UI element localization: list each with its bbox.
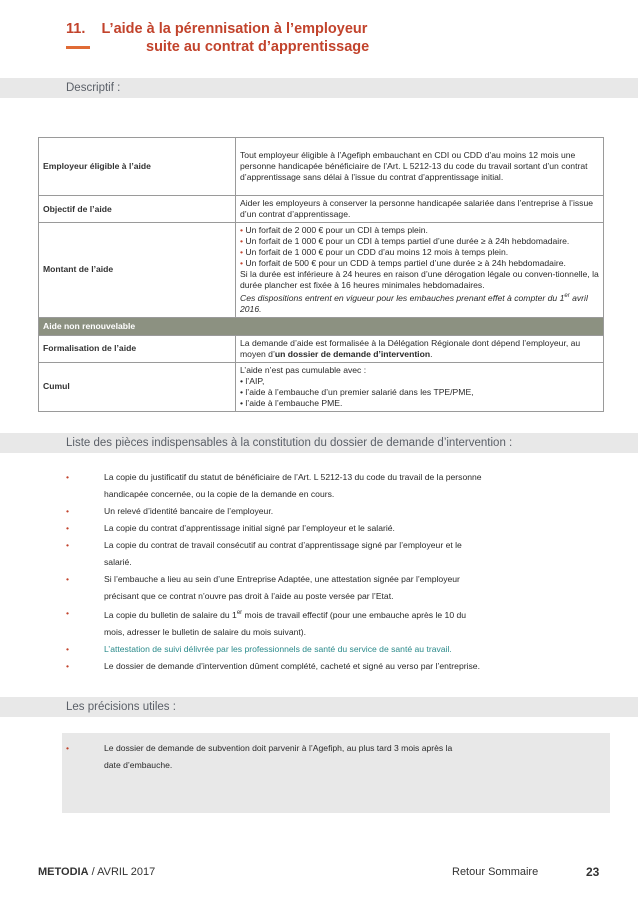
formalisation-end: . [430, 348, 433, 359]
ordinal-sup: er [236, 610, 243, 616]
formalisation-text: La demande d’aide est formalisée à la Délégation Régionale dont dépend l’employeur, au moyen d’ [240, 337, 581, 359]
amount-note: Si la durée est inférieure à 24 heures en raison d’une dérogation légale ou conven-tionnelle, la durée plancher est fixée à 16 heures minimales hebdomadaires. [240, 269, 599, 290]
table-row [39, 335, 604, 362]
bullet-icon: • [66, 523, 70, 533]
bullet-icon: • [66, 472, 70, 482]
bullet-icon: • [240, 236, 244, 246]
cumul-intro: L’aide n’est pas cumulable avec : [240, 364, 367, 375]
title-line-1: L’aide à la pérennisation à l’employeur [101, 21, 368, 37]
bullet-icon: • [240, 225, 244, 235]
bullet-icon: • [66, 660, 70, 671]
pieces-list [62, 469, 542, 675]
item-line: mois, adresser le bulletin de salaire du mois suivant). [104, 626, 307, 637]
row-label: Formalisation de l’aide [39, 335, 236, 362]
accent-dash [66, 46, 90, 49]
row-value [236, 362, 604, 411]
bullet-icon: • [66, 743, 70, 753]
list-item [62, 605, 542, 641]
brand-name: METODIA [38, 866, 89, 878]
page-number: 23 [586, 865, 600, 879]
row-value: Aider les employeurs à conserver la personne handicapée salariée dans l’entreprise à l’issue d’un contrat d’apprentissage. [236, 196, 604, 223]
item-line: La copie du contrat d’apprentissage initial signé par l’employeur et le salarié. [104, 523, 395, 533]
precisions-list [62, 740, 542, 774]
row-value [236, 223, 604, 318]
item-line: handicapée concernée, ou la copie de la demande en cours. [104, 489, 335, 499]
list-item [62, 571, 542, 605]
section-heading-descriptif: Descriptif : [66, 82, 121, 94]
effective-note-text: Ces dispositions entrent en vigueur pour les embauches prenant effet à compter du 1 [240, 292, 565, 303]
item-line: date d’embauche. [104, 760, 173, 770]
table-row [39, 223, 604, 318]
item-line: salarié. [104, 557, 132, 567]
item-line: Si l’embauche a lieu au sein d’une Entreprise Adaptée, une attestation signée par l’employeur [104, 574, 460, 584]
section-number: 11. [66, 21, 86, 37]
section-band-precisions [0, 697, 638, 717]
cumul-item: • l’aide à l’embauche d’un premier salarié dans les TPE/PME, [240, 386, 474, 397]
bullet-icon: • [66, 608, 70, 618]
title-line-2: suite au contrat d’apprentissage [146, 39, 370, 55]
table-row [39, 362, 604, 411]
bullet-icon: • [240, 247, 244, 257]
bullet-icon: • [66, 574, 70, 584]
item-text: mois de travail effectif (pour une embauche après le 10 du [242, 609, 467, 620]
row-value [236, 335, 604, 362]
item-line: précisant que ce contrat n’ouvre pas droit à l’aide au poste versée par l’Etat. [104, 591, 394, 601]
table-row-highlight [39, 317, 604, 335]
row-label: Employeur éligible à l’aide [39, 138, 236, 196]
item-line: Le dossier de demande de subvention doit parvenir à l’Agefiph, au plus tard 3 mois après la [104, 743, 453, 753]
table-row [39, 196, 604, 223]
amount-item: Un forfait de 2 000 € pour un CDI à temps plein. [245, 225, 428, 235]
footer-brand [38, 866, 155, 878]
list-item [62, 503, 542, 520]
footer-date: / AVRIL 2017 [88, 866, 156, 878]
bullet-icon: • [66, 643, 70, 654]
row-value: Tout employeur éligible à l’Agefiph embauchant en CDI ou CDD d’au moins 12 mois une personne handicapée bénéficiaire de l’Art. L 5212-13 du code du travail sortant d’un contrat d’apprentissage sans délai à l’issue du contrat d’apprentissage initial. [236, 138, 604, 196]
row-label: Cumul [39, 362, 236, 411]
item-line: Le dossier de demande d’intervention dûment complété, cacheté et signé au verso par l’entreprise. [104, 660, 480, 671]
row-label: Objectif de l’aide [39, 196, 236, 223]
amount-item: Un forfait de 500 € pour un CDD à temps partiel d’une durée ≥ à 24h hebdomadaire. [245, 258, 566, 268]
ordinal-sup: er [564, 293, 570, 299]
back-to-summary-link[interactable]: Retour Sommaire [452, 866, 539, 878]
item-line: Un relevé d’identité bancaire de l’employeur. [104, 506, 274, 516]
item-line [104, 605, 542, 624]
list-item [62, 740, 542, 774]
bullet-icon: • [66, 540, 70, 550]
formalisation-bold: un dossier de demande d’intervention [274, 348, 431, 359]
section-band-descriptif [0, 78, 638, 98]
table-row [39, 138, 604, 196]
item-line: La copie du contrat de travail consécutif au contrat d’apprentissage signé par l’employeur et le [104, 540, 462, 550]
bullet-icon: • [240, 258, 244, 268]
list-item [62, 520, 542, 537]
cumul-item: • l’AIP, [240, 375, 265, 386]
effective-note-date: avril 2016. [240, 292, 588, 314]
section-heading-precisions: Les précisions utiles : [66, 701, 176, 713]
section-heading-pieces: Liste des pièces indispensables à la constitution du dossier de demande d’intervention : [66, 437, 513, 449]
item-text: La copie du bulletin de salaire du 1 [104, 609, 237, 620]
list-item [62, 641, 542, 658]
section-band-pieces [0, 433, 638, 453]
list-item [62, 658, 542, 675]
list-item [62, 537, 542, 571]
non-renewable-label: Aide non renouvelable [39, 317, 604, 335]
item-line: L’attestation de suivi délivrée par les professionnels de santé du service de santé au travail. [104, 643, 452, 654]
amount-item: Un forfait de 1 000 € pour un CDI à temps partiel d’une durée ≥ à 24h hebdomadaire. [245, 236, 570, 246]
list-item [62, 469, 542, 503]
amount-item: Un forfait de 1 000 € pour un CDD d’au moins 12 mois à temps plein. [245, 247, 509, 257]
effective-date-note [240, 291, 599, 315]
page-title [66, 20, 586, 56]
item-line: La copie du justificatif du statut de bénéficiaire de l’Art. L 5212-13 du code du travail de la personne [104, 472, 482, 482]
aid-info-table [38, 137, 604, 412]
cumul-item: • l’aide à l’embauche PME. [240, 397, 343, 408]
bullet-icon: • [66, 506, 70, 516]
row-label: Montant de l’aide [39, 223, 236, 318]
